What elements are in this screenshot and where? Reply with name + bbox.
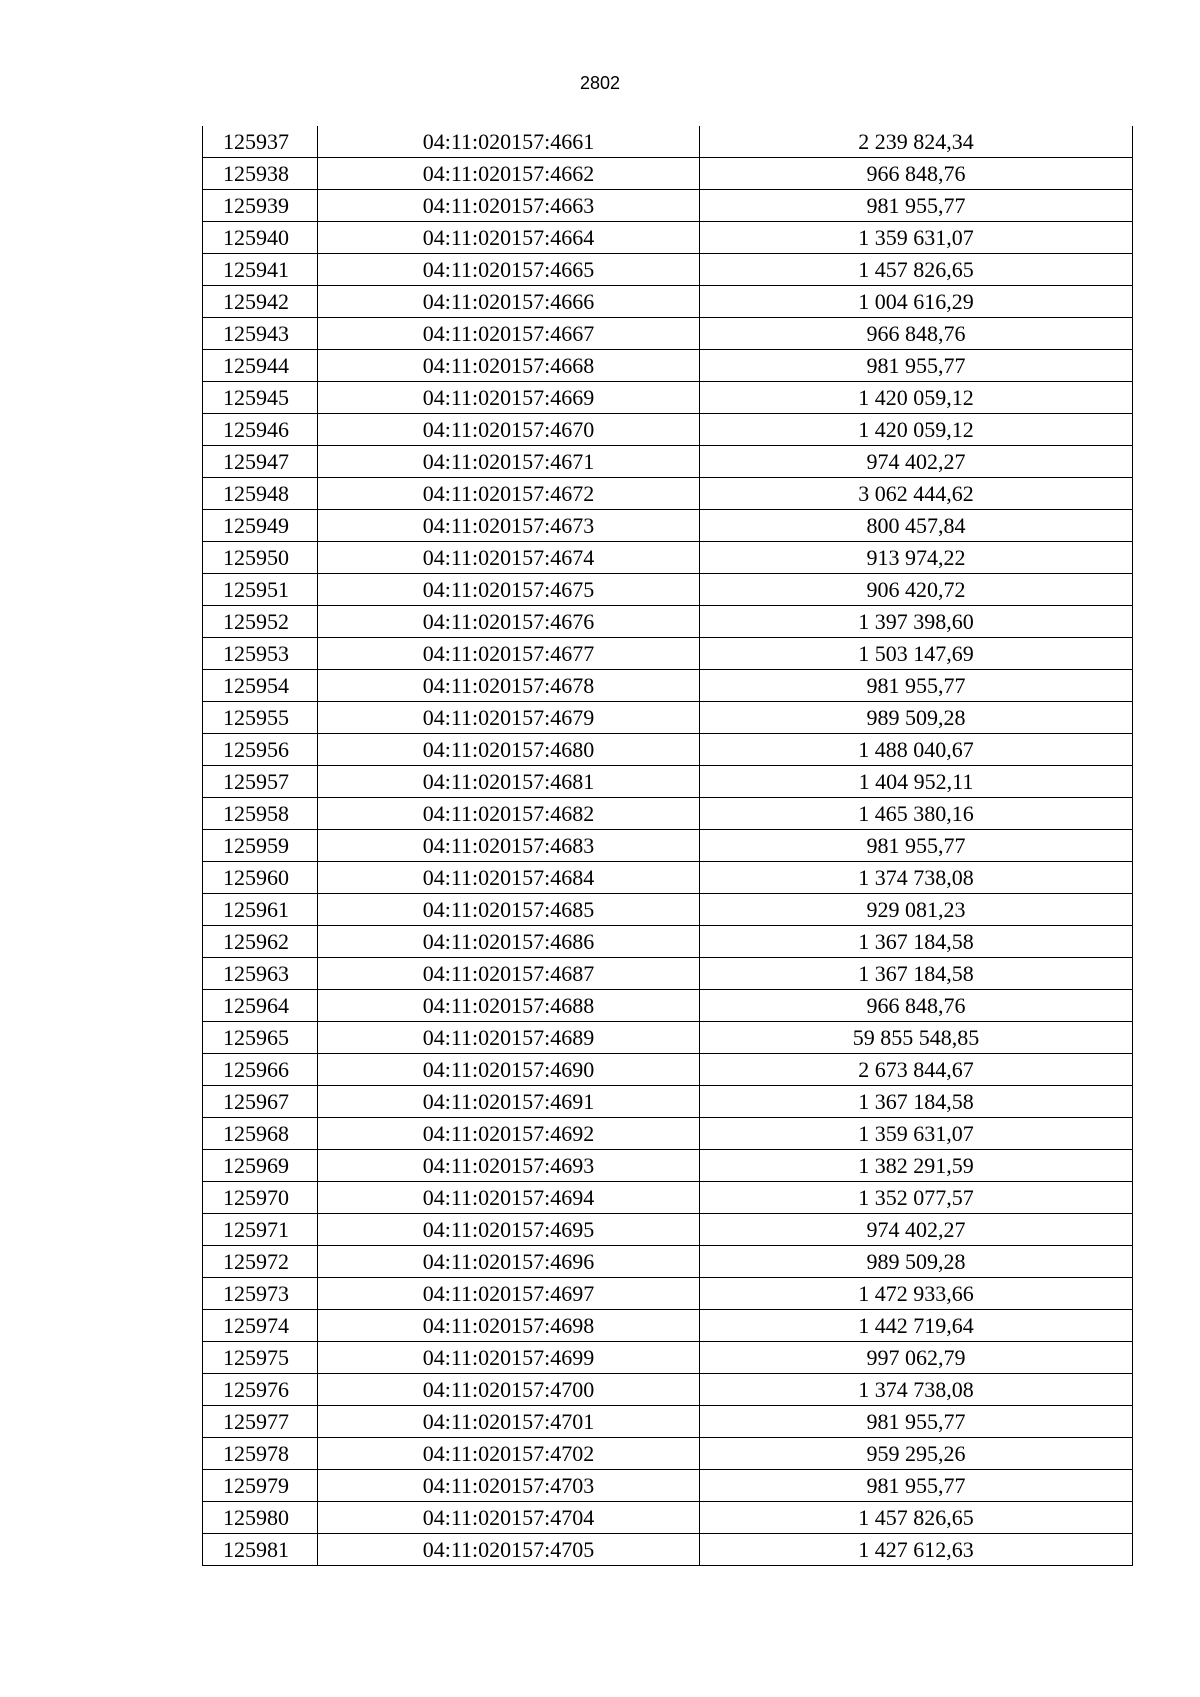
value-cell: 1 382 291,59 <box>700 1150 1133 1182</box>
table-row <box>203 1534 1133 1566</box>
value-cell: 1 367 184,58 <box>700 926 1133 958</box>
table-row <box>203 830 1133 862</box>
row-id-cell: 125957 <box>203 766 318 798</box>
cadastral-number-cell: 04:11:020157:4696 <box>318 1246 700 1278</box>
cadastral-number-cell: 04:11:020157:4684 <box>318 862 700 894</box>
row-id-cell: 125977 <box>203 1406 318 1438</box>
cadastral-number-cell: 04:11:020157:4691 <box>318 1086 700 1118</box>
page-number: 2802 <box>579 73 621 93</box>
row-id-cell: 125954 <box>203 670 318 702</box>
cadastral-number-cell: 04:11:020157:4703 <box>318 1470 700 1502</box>
cadastral-number-cell: 04:11:020157:4677 <box>318 638 700 670</box>
table-row <box>203 862 1133 894</box>
table-row <box>203 1022 1133 1054</box>
table-row <box>203 382 1133 414</box>
table-row <box>203 254 1133 286</box>
row-id-cell: 125937 <box>203 126 318 158</box>
value-cell: 966 848,76 <box>700 318 1133 350</box>
table-row <box>203 606 1133 638</box>
row-id-cell: 125971 <box>203 1214 318 1246</box>
row-id-cell: 125947 <box>203 446 318 478</box>
cadastral-number-cell: 04:11:020157:4665 <box>318 254 700 286</box>
row-id-cell: 125972 <box>203 1246 318 1278</box>
cadastral-number-cell: 04:11:020157:4680 <box>318 734 700 766</box>
value-cell: 1 442 719,64 <box>700 1310 1133 1342</box>
table-row <box>203 894 1133 926</box>
value-cell: 913 974,22 <box>700 542 1133 574</box>
cadastral-number-cell: 04:11:020157:4673 <box>318 510 700 542</box>
table-row <box>203 510 1133 542</box>
row-id-cell: 125950 <box>203 542 318 574</box>
table-row <box>203 574 1133 606</box>
value-cell: 974 402,27 <box>700 1214 1133 1246</box>
value-cell: 3 062 444,62 <box>700 478 1133 510</box>
cadastral-number-cell: 04:11:020157:4692 <box>318 1118 700 1150</box>
cadastral-number-cell: 04:11:020157:4688 <box>318 990 700 1022</box>
row-id-cell: 125938 <box>203 158 318 190</box>
value-cell: 966 848,76 <box>700 990 1133 1022</box>
value-cell: 989 509,28 <box>700 702 1133 734</box>
row-id-cell: 125970 <box>203 1182 318 1214</box>
cadastral-number-cell: 04:11:020157:4689 <box>318 1022 700 1054</box>
cadastral-number-cell: 04:11:020157:4686 <box>318 926 700 958</box>
cadastral-number-cell: 04:11:020157:4674 <box>318 542 700 574</box>
cadastral-number-cell: 04:11:020157:4704 <box>318 1502 700 1534</box>
value-cell: 1 488 040,67 <box>700 734 1133 766</box>
value-cell: 981 955,77 <box>700 670 1133 702</box>
table-row <box>203 1214 1133 1246</box>
row-id-cell: 125975 <box>203 1342 318 1374</box>
cadastral-number-cell: 04:11:020157:4694 <box>318 1182 700 1214</box>
value-cell: 2 239 824,34 <box>700 126 1133 158</box>
table-row <box>203 1246 1133 1278</box>
table-row <box>203 126 1133 158</box>
row-id-cell: 125963 <box>203 958 318 990</box>
row-id-cell: 125964 <box>203 990 318 1022</box>
value-cell: 1 404 952,11 <box>700 766 1133 798</box>
cadastral-number-cell: 04:11:020157:4669 <box>318 382 700 414</box>
table-row <box>203 734 1133 766</box>
data-table <box>202 126 1133 1566</box>
table-row <box>203 222 1133 254</box>
cadastral-number-cell: 04:11:020157:4668 <box>318 350 700 382</box>
value-cell: 1 359 631,07 <box>700 222 1133 254</box>
value-cell: 981 955,77 <box>700 350 1133 382</box>
cadastral-number-cell: 04:11:020157:4675 <box>318 574 700 606</box>
row-id-cell: 125948 <box>203 478 318 510</box>
table-row <box>203 926 1133 958</box>
cadastral-number-cell: 04:11:020157:4672 <box>318 478 700 510</box>
row-id-cell: 125941 <box>203 254 318 286</box>
value-cell: 1 457 826,65 <box>700 1502 1133 1534</box>
value-cell: 1 457 826,65 <box>700 254 1133 286</box>
row-id-cell: 125945 <box>203 382 318 414</box>
table-row <box>203 958 1133 990</box>
cadastral-number-cell: 04:11:020157:4670 <box>318 414 700 446</box>
table-row <box>203 414 1133 446</box>
cadastral-number-cell: 04:11:020157:4676 <box>318 606 700 638</box>
cadastral-number-cell: 04:11:020157:4683 <box>318 830 700 862</box>
cadastral-number-cell: 04:11:020157:4671 <box>318 446 700 478</box>
row-id-cell: 125958 <box>203 798 318 830</box>
row-id-cell: 125961 <box>203 894 318 926</box>
cadastral-number-cell: 04:11:020157:4699 <box>318 1342 700 1374</box>
table-row <box>203 638 1133 670</box>
cadastral-number-cell: 04:11:020157:4667 <box>318 318 700 350</box>
row-id-cell: 125978 <box>203 1438 318 1470</box>
cadastral-number-cell: 04:11:020157:4702 <box>318 1438 700 1470</box>
cadastral-number-cell: 04:11:020157:4693 <box>318 1150 700 1182</box>
row-id-cell: 125946 <box>203 414 318 446</box>
value-cell: 959 295,26 <box>700 1438 1133 1470</box>
table-row <box>203 1374 1133 1406</box>
table-row <box>203 990 1133 1022</box>
cadastral-number-cell: 04:11:020157:4695 <box>318 1214 700 1246</box>
row-id-cell: 125942 <box>203 286 318 318</box>
table-row <box>203 1278 1133 1310</box>
table-row <box>203 478 1133 510</box>
table-row <box>203 446 1133 478</box>
row-id-cell: 125951 <box>203 574 318 606</box>
value-cell: 981 955,77 <box>700 1406 1133 1438</box>
row-id-cell: 125949 <box>203 510 318 542</box>
value-cell: 1 427 612,63 <box>700 1534 1133 1566</box>
row-id-cell: 125952 <box>203 606 318 638</box>
cadastral-number-cell: 04:11:020157:4664 <box>318 222 700 254</box>
table-row <box>203 766 1133 798</box>
cadastral-number-cell: 04:11:020157:4661 <box>318 126 700 158</box>
row-id-cell: 125976 <box>203 1374 318 1406</box>
value-cell: 1 397 398,60 <box>700 606 1133 638</box>
value-cell: 997 062,79 <box>700 1342 1133 1374</box>
table-row <box>203 798 1133 830</box>
cadastral-number-cell: 04:11:020157:4700 <box>318 1374 700 1406</box>
table-row <box>203 286 1133 318</box>
value-cell: 1 367 184,58 <box>700 1086 1133 1118</box>
cadastral-number-cell: 04:11:020157:4685 <box>318 894 700 926</box>
cadastral-number-cell: 04:11:020157:4701 <box>318 1406 700 1438</box>
value-cell: 929 081,23 <box>700 894 1133 926</box>
row-id-cell: 125960 <box>203 862 318 894</box>
cadastral-number-cell: 04:11:020157:4687 <box>318 958 700 990</box>
row-id-cell: 125939 <box>203 190 318 222</box>
row-id-cell: 125966 <box>203 1054 318 1086</box>
table-row <box>203 1182 1133 1214</box>
value-cell: 1 465 380,16 <box>700 798 1133 830</box>
value-cell: 906 420,72 <box>700 574 1133 606</box>
value-cell: 800 457,84 <box>700 510 1133 542</box>
row-id-cell: 125965 <box>203 1022 318 1054</box>
value-cell: 1 004 616,29 <box>700 286 1133 318</box>
value-cell: 1 367 184,58 <box>700 958 1133 990</box>
table-row <box>203 670 1133 702</box>
row-id-cell: 125967 <box>203 1086 318 1118</box>
value-cell: 59 855 548,85 <box>700 1022 1133 1054</box>
value-cell: 1 503 147,69 <box>700 638 1133 670</box>
table-row <box>203 1310 1133 1342</box>
table-row <box>203 1502 1133 1534</box>
cadastral-number-cell: 04:11:020157:4705 <box>318 1534 700 1566</box>
value-cell: 981 955,77 <box>700 190 1133 222</box>
cadastral-number-cell: 04:11:020157:4663 <box>318 190 700 222</box>
value-cell: 1 420 059,12 <box>700 382 1133 414</box>
value-cell: 1 420 059,12 <box>700 414 1133 446</box>
cadastral-number-cell: 04:11:020157:4662 <box>318 158 700 190</box>
row-id-cell: 125979 <box>203 1470 318 1502</box>
value-cell: 974 402,27 <box>700 446 1133 478</box>
row-id-cell: 125940 <box>203 222 318 254</box>
value-cell: 1 359 631,07 <box>700 1118 1133 1150</box>
row-id-cell: 125959 <box>203 830 318 862</box>
cadastral-number-cell: 04:11:020157:4679 <box>318 702 700 734</box>
row-id-cell: 125981 <box>203 1534 318 1566</box>
table-row <box>203 1086 1133 1118</box>
table-row <box>203 1054 1133 1086</box>
value-cell: 981 955,77 <box>700 1470 1133 1502</box>
table-row <box>203 542 1133 574</box>
table-row <box>203 1342 1133 1374</box>
table-row <box>203 1406 1133 1438</box>
cadastral-number-cell: 04:11:020157:4666 <box>318 286 700 318</box>
table-row <box>203 702 1133 734</box>
value-cell: 1 374 738,08 <box>700 862 1133 894</box>
row-id-cell: 125955 <box>203 702 318 734</box>
table-row <box>203 318 1133 350</box>
value-cell: 1 472 933,66 <box>700 1278 1133 1310</box>
cadastral-number-cell: 04:11:020157:4681 <box>318 766 700 798</box>
row-id-cell: 125943 <box>203 318 318 350</box>
table-row <box>203 190 1133 222</box>
cadastral-number-cell: 04:11:020157:4678 <box>318 670 700 702</box>
table-row <box>203 158 1133 190</box>
value-cell: 966 848,76 <box>700 158 1133 190</box>
row-id-cell: 125944 <box>203 350 318 382</box>
row-id-cell: 125956 <box>203 734 318 766</box>
cadastral-number-cell: 04:11:020157:4697 <box>318 1278 700 1310</box>
row-id-cell: 125968 <box>203 1118 318 1150</box>
table-row <box>203 1150 1133 1182</box>
table-row <box>203 1118 1133 1150</box>
cadastral-number-cell: 04:11:020157:4698 <box>318 1310 700 1342</box>
value-cell: 1 374 738,08 <box>700 1374 1133 1406</box>
value-cell: 1 352 077,57 <box>700 1182 1133 1214</box>
value-cell: 2 673 844,67 <box>700 1054 1133 1086</box>
value-cell: 981 955,77 <box>700 830 1133 862</box>
row-id-cell: 125969 <box>203 1150 318 1182</box>
table-row <box>203 1438 1133 1470</box>
value-cell: 989 509,28 <box>700 1246 1133 1278</box>
row-id-cell: 125973 <box>203 1278 318 1310</box>
row-id-cell: 125962 <box>203 926 318 958</box>
cadastral-number-cell: 04:11:020157:4682 <box>318 798 700 830</box>
row-id-cell: 125974 <box>203 1310 318 1342</box>
table-row <box>203 350 1133 382</box>
table-row <box>203 1470 1133 1502</box>
table-body <box>203 126 1133 1566</box>
cadastral-number-cell: 04:11:020157:4690 <box>318 1054 700 1086</box>
row-id-cell: 125953 <box>203 638 318 670</box>
row-id-cell: 125980 <box>203 1502 318 1534</box>
